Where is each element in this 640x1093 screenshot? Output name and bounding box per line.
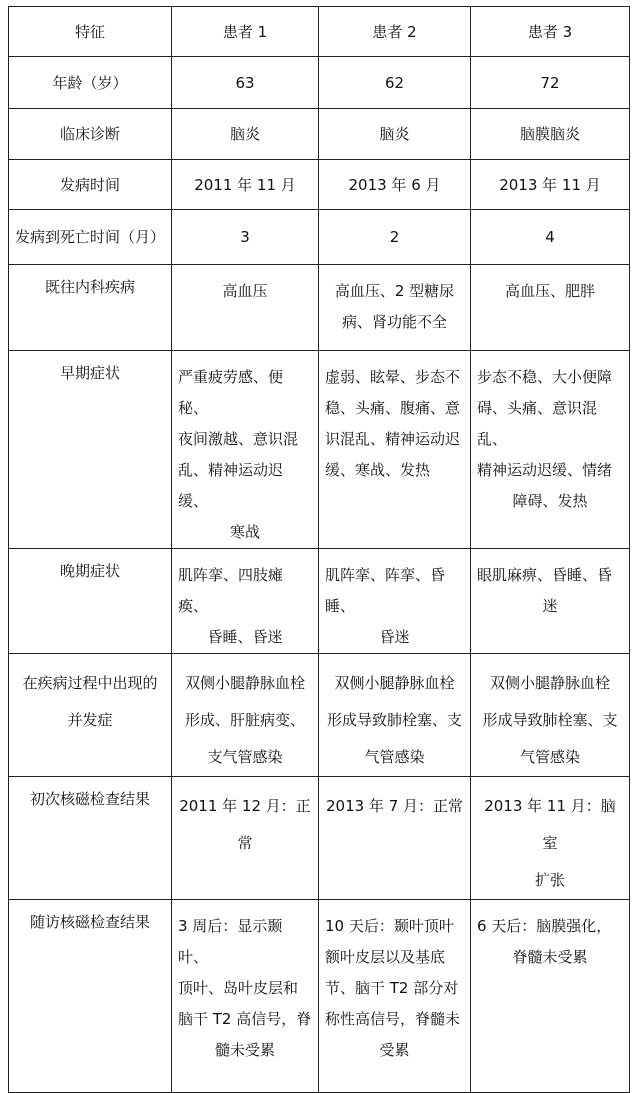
cell-line: 昏睡、昏迷 — [207, 628, 283, 646]
cell-line: 双侧小腿静脉血栓 — [184, 674, 305, 692]
cell-line: 2013 年 11 月：脑室 — [484, 797, 616, 852]
cell-line: 高血压、肥胖 — [504, 282, 595, 300]
cell-line: 称性高信号，脊髓未 — [325, 1010, 461, 1028]
value-cell — [172, 654, 319, 777]
feature-cell: 发病到死亡时间（月） — [9, 210, 172, 265]
feature-cell: 既往内科疾病 — [9, 265, 172, 351]
table-row — [9, 654, 630, 777]
cell-line: 2013 年 7 月：正常 — [325, 797, 464, 815]
value-cell — [471, 654, 630, 777]
cell-line: 气管感染 — [519, 748, 580, 766]
value-cell: 2 — [319, 210, 471, 265]
cell-line: 肌阵挛、阵挛、昏睡、 — [325, 566, 446, 615]
cell-line: 精神运动迟缓、情绪 — [477, 461, 613, 479]
cell-line: 高血压 — [222, 282, 268, 300]
cell-line: 迷 — [542, 597, 558, 615]
feature-cell: 年龄（岁） — [9, 57, 172, 109]
table-row — [9, 109, 630, 160]
cell-line: 稳、头痛、腹痛、意 — [325, 399, 461, 417]
cell-line: 乱、精神运动迟缓、 — [178, 461, 284, 510]
cell-line: 额叶皮层以及基底 — [325, 948, 446, 966]
value-cell: 2013 年 6 月 — [319, 160, 471, 210]
value-cell — [471, 265, 630, 351]
cell-line: 双侧小腿静脉血栓 — [489, 674, 610, 692]
value-cell: 3 — [172, 210, 319, 265]
cell-line: 眼肌麻痹、昏睡、昏 — [477, 566, 613, 584]
cell-line: 支气管感染 — [207, 748, 283, 766]
cell-line: 常 — [237, 834, 253, 852]
cell-line: 受累 — [379, 1041, 410, 1059]
cell-line: 缓、寒战、发热 — [325, 461, 431, 479]
cell-line: 寒战 — [229, 523, 260, 541]
cell-line: 形成导致肺栓塞、支 — [482, 711, 618, 729]
feature-cell: 初次核磁检查结果 — [9, 777, 172, 900]
value-cell: 2013 年 11 月 — [471, 160, 630, 210]
patient-comparison-table — [8, 6, 630, 1093]
cell-line: 严重疲劳感、便秘、 — [178, 368, 284, 417]
value-cell: 脑膜脑炎 — [471, 109, 630, 160]
cell-line: 6 天后：脑膜强化， — [477, 917, 612, 935]
feature-cell — [9, 654, 172, 777]
table-row — [9, 265, 630, 351]
value-cell — [471, 549, 630, 654]
header-cell: 患者 1 — [172, 7, 319, 57]
table-row — [9, 900, 630, 1093]
cell-line: 高血压、2 型糖尿 — [334, 282, 455, 300]
cell-line: 形成导致肺栓塞、支 — [326, 711, 462, 729]
value-cell: 62 — [319, 57, 471, 109]
table-row — [9, 777, 630, 900]
table-row — [9, 57, 630, 109]
value-cell — [172, 900, 319, 1093]
cell-line: 形成、肝脏病变、 — [184, 711, 305, 729]
value-cell — [471, 900, 630, 1093]
header-cell: 特征 — [9, 7, 172, 57]
feature-cell: 晚期症状 — [9, 549, 172, 654]
value-cell: 脑炎 — [172, 109, 319, 160]
value-cell — [319, 654, 471, 777]
value-cell — [319, 351, 471, 549]
value-cell — [172, 351, 319, 549]
value-cell — [319, 549, 471, 654]
cell-line: 病、肾功能不全 — [341, 313, 447, 331]
value-cell: 2011 年 11 月 — [172, 160, 319, 210]
cell-line: 3 周后：显示颞叶、 — [178, 917, 283, 966]
cell-line: 识混乱、精神运动迟 — [325, 430, 461, 448]
value-cell — [471, 351, 630, 549]
value-cell: 4 — [471, 210, 630, 265]
feature-cell: 发病时间 — [9, 160, 172, 210]
cell-line: 髓未受累 — [214, 1041, 275, 1059]
feature-cell: 早期症状 — [9, 351, 172, 549]
feature-line: 并发症 — [67, 711, 113, 729]
table-row — [9, 210, 630, 265]
table-row — [9, 351, 630, 549]
cell-line: 2011 年 12 月：正 — [179, 797, 311, 815]
cell-line: 双侧小腿静脉血栓 — [334, 674, 455, 692]
value-cell — [172, 777, 319, 900]
header-row — [9, 7, 630, 57]
cell-line: 气管感染 — [364, 748, 425, 766]
cell-line: 脑干 T2 高信号，脊 — [178, 1010, 312, 1028]
cell-line: 夜间激越、意识混 — [178, 430, 299, 448]
value-cell — [172, 265, 319, 351]
cell-line: 虚弱、眩晕、步态不 — [325, 368, 461, 386]
cell-line: 10 天后：颞叶顶叶 — [325, 917, 454, 935]
header-cell: 患者 3 — [471, 7, 630, 57]
cell-line: 扩张 — [534, 871, 565, 889]
value-cell: 72 — [471, 57, 630, 109]
cell-line: 脊髓未受累 — [512, 948, 588, 966]
table-row — [9, 160, 630, 210]
value-cell — [319, 900, 471, 1093]
value-cell: 脑炎 — [319, 109, 471, 160]
feature-cell: 临床诊断 — [9, 109, 172, 160]
feature-cell: 随访核磁检查结果 — [9, 900, 172, 1093]
value-cell: 63 — [172, 57, 319, 109]
cell-line: 顶叶、岛叶皮层和 — [178, 979, 299, 997]
cell-line: 节、脑干 T2 部分对 — [325, 979, 459, 997]
cell-line: 碍、头痛、意识混乱、 — [477, 399, 598, 448]
feature-line: 在疾病过程中出现的 — [22, 674, 158, 692]
value-cell — [319, 265, 471, 351]
cell-line: 障碍、发热 — [512, 492, 588, 510]
value-cell — [471, 777, 630, 900]
value-cell — [319, 777, 471, 900]
cell-line: 肌阵挛、四肢瘫痪、 — [178, 566, 284, 615]
cell-line: 昏迷 — [379, 628, 410, 646]
value-cell — [172, 549, 319, 654]
table-row — [9, 549, 630, 654]
cell-line: 步态不稳、大小便障 — [477, 368, 613, 386]
header-cell: 患者 2 — [319, 7, 471, 57]
